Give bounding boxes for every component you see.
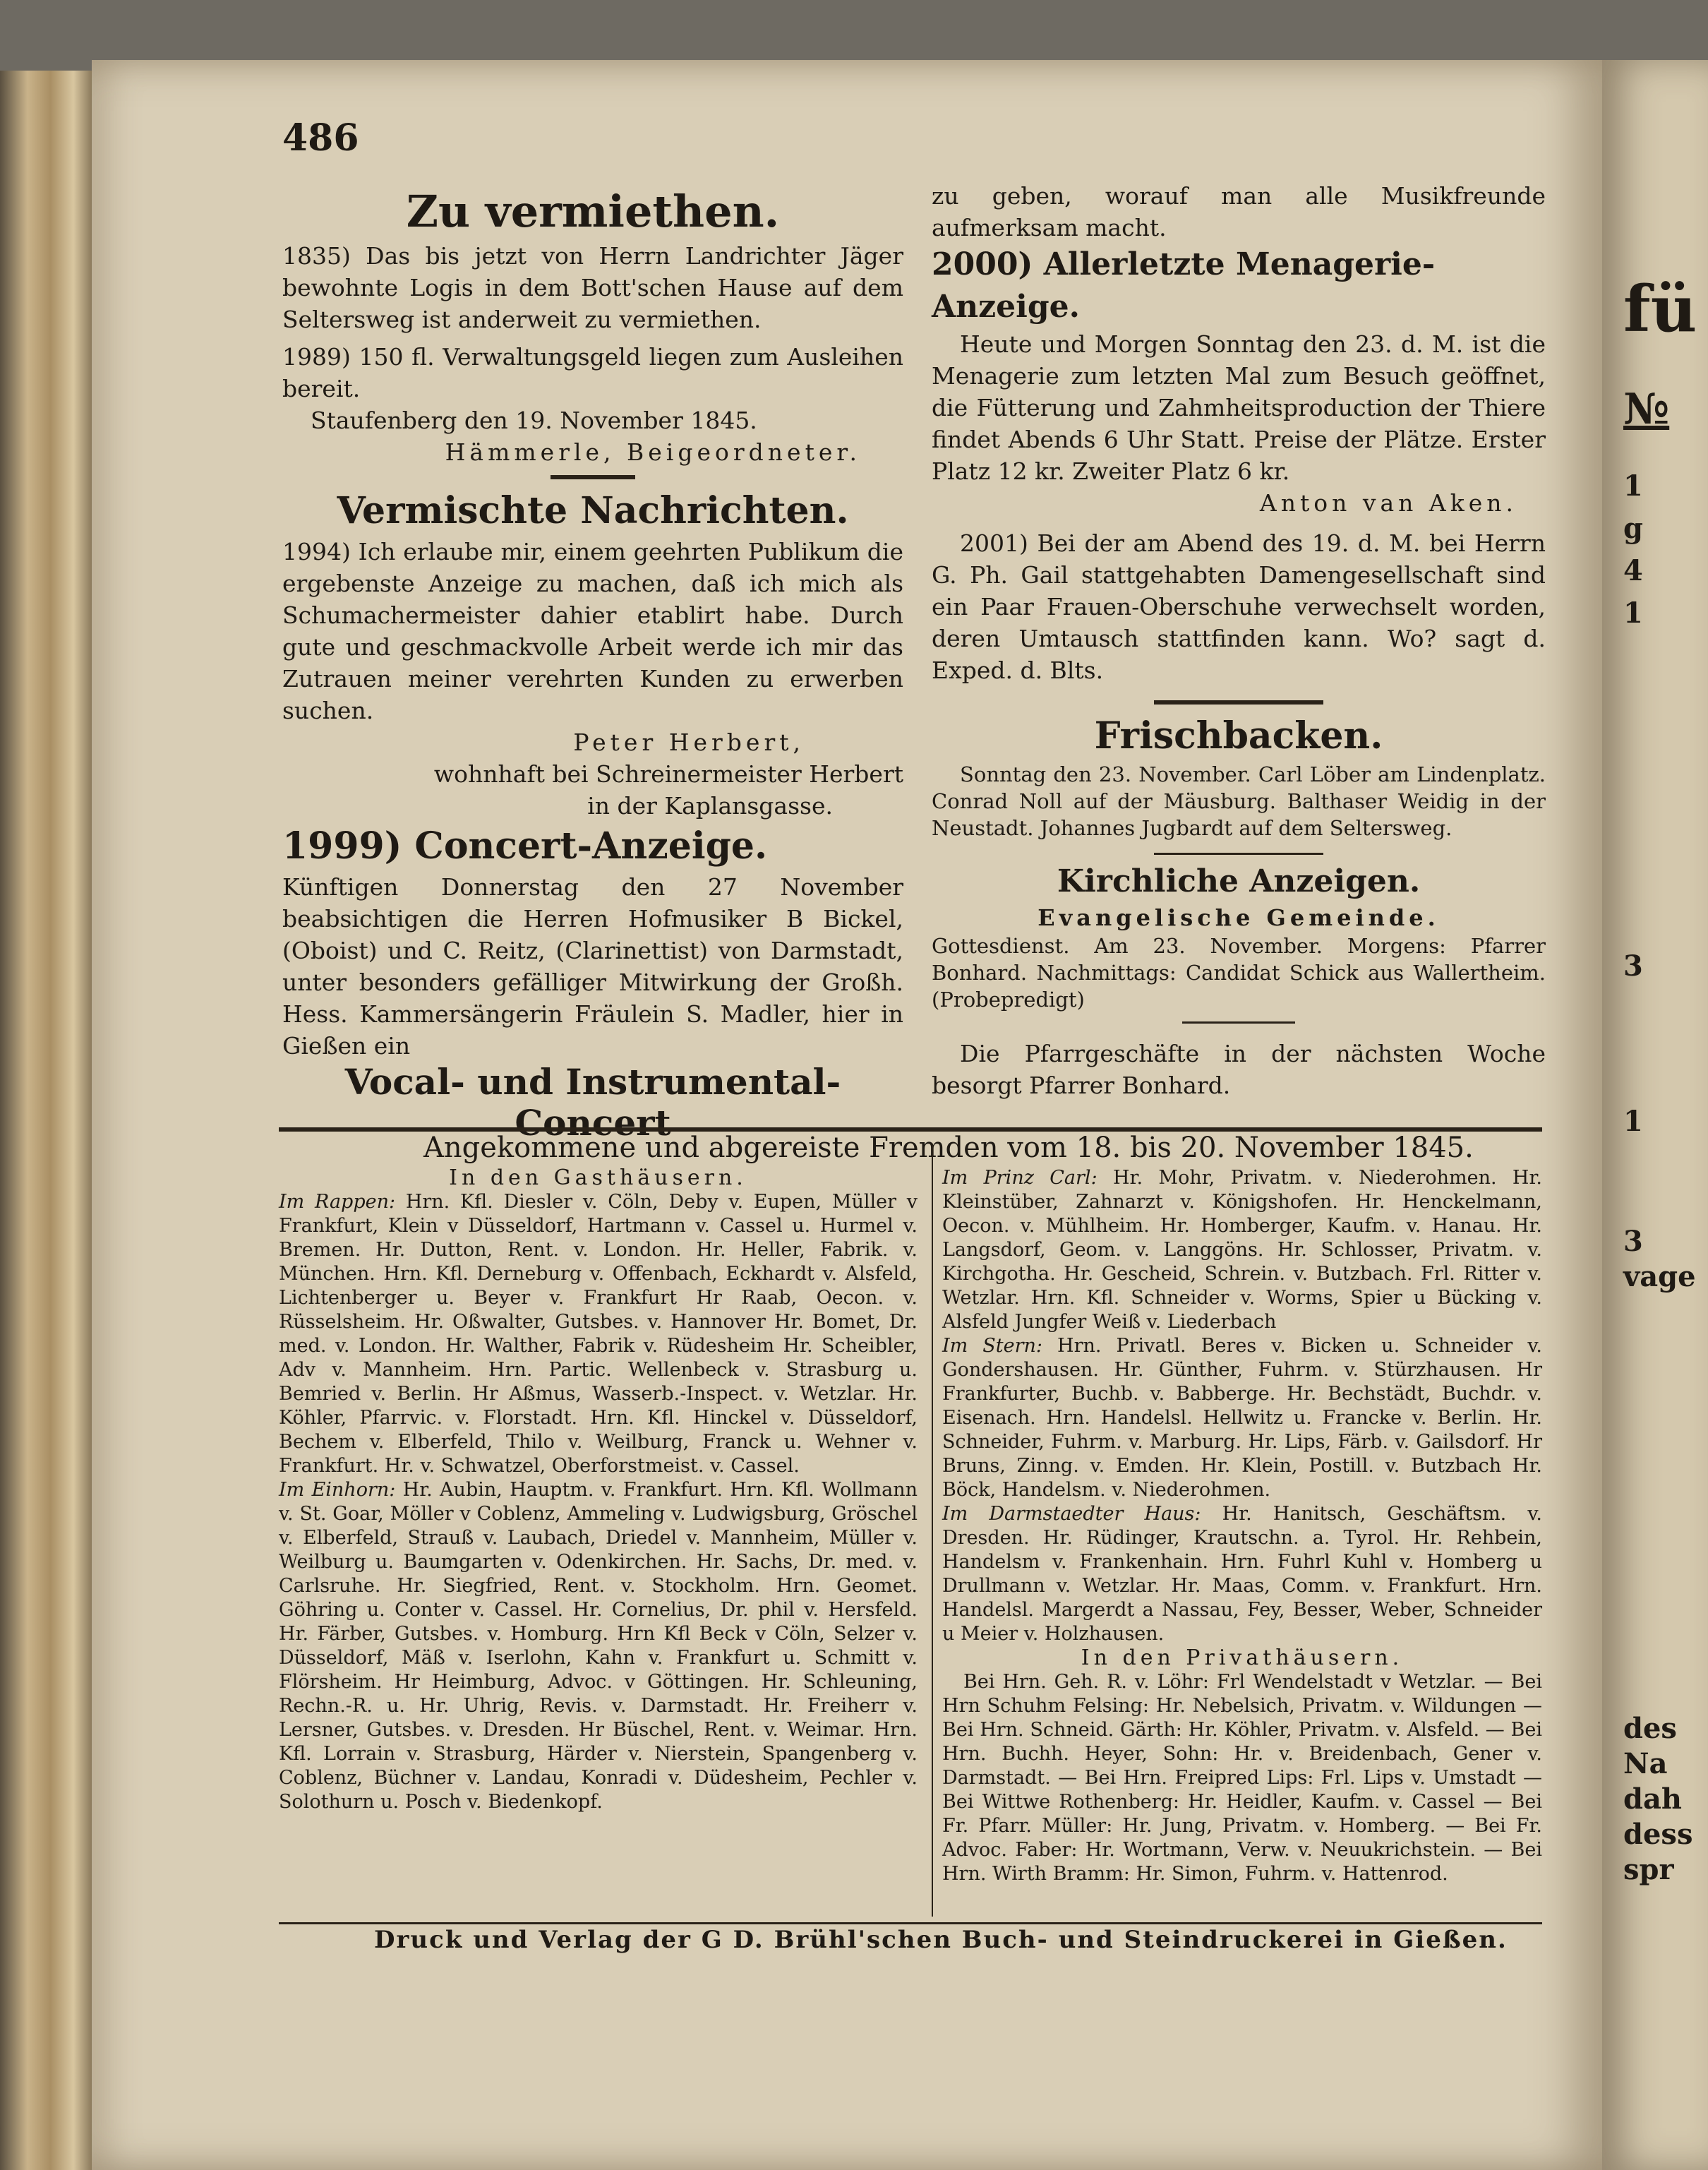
- divider: [551, 475, 635, 479]
- right-column: [932, 180, 1546, 1101]
- np-fragment: 4: [1623, 554, 1643, 587]
- section-title-kirchliche: Kirchliche Anzeigen.: [1057, 863, 1421, 899]
- label-stern: Im Stern:: [942, 1335, 1043, 1357]
- frischbacken-list: Sonntag den 23. November. Carl Löber am Lindenplatz. Conrad Noll auf der Mäusburg. Balthaser Weidig in der Neustadt. Johannes Jugbardt auf dem Seltersweg.: [932, 762, 1546, 840]
- ad-1994-signature: Peter Herbert,: [573, 729, 805, 756]
- np-fragment: dess: [1623, 1818, 1693, 1851]
- concert-name-line-1: Vocal- und Instrumental-: [344, 1061, 841, 1103]
- guests-rappen: Hrn. Kfl. Diesler v. Cöln, Deby v. Eupen, Müller v Frankfurt, Klein v Düsseldorf, Hartmann v. Cassel u. Hurmel v. Bremen. Hr. Dutton, Rent. v. London. Hr. Heller, Fabrik. v. München. Hrn. Kfl. Derneburg v. Offenbach, Eckhardt v. Alsfeld, Lichtenberger u. Beyer v. Frankfurt Hr Raab, Oecon. v. Rüsselsheim. Hr. Oßwalter, Gutsbes. v. Hannover Hr. Bomet, Dr. med. v. London. Hr. Walther, Fabrik v. Rüdesheim Hr. Scheibler, Adv v. Mannheim. Hrn. Partic. Wellenbeck v. Strasburg u. Bemried v. Berlin. Hr Aßmus, Wasserb.-Inspect. v. Wetzlar. Hr. Köhler, Pfarrvic. v. Florstadt. Hrn. Kfl. Hinckel v. Düsseldorf, Bechem v. Elberfeld, Thilo v. Weilburg, Franck u. Wehner v. Frankfurt. Hr. v. Schwatzel, Oberforstmeist. v. Cassel.: [279, 1191, 918, 1477]
- footer-rule: [279, 1922, 1542, 1924]
- np-fragment: fü: [1623, 272, 1697, 347]
- np-fragment: spr: [1623, 1853, 1674, 1886]
- np-fragment: g: [1623, 512, 1643, 545]
- guests-privathaeuser: Bei Hrn. Geh. R. v. Löhr: Frl Wendelstadt v Wetzlar. — Bei Hrn Schuhm Felsing: Hr. Nebelsich, Privatm. v. Wildungen — Bei Hrn. Schneid. Gärth: Hr. Köhler, Privatm. v. Alsfeld. — Bei Hrn. Buchh. Heyer, Sohn: Hr. v. Breidenbach, Gener v. Darmstadt. — Bei Hrn. Freipred Lips: Frl. Lips v. Umstadt — Bei Wittwe Rothenberg: Hr. Heidler, Kaufm. v. Cassel — Bei Fr. Pfarr. Müller: Hr. Jung, Privatm. v. Homberg. — Bei Fr. Advoc. Faber: Hr. Wortmann, Verw. v. Neuukrichstein. — Bei Hrn. Wirth Bramm: Hr. Simon, Fuhrm. v. Hattenrod.: [942, 1671, 1542, 1885]
- ad-1994: 1994) Ich erlaube mir, einem geehrten Publikum die ergebenste Anzeige zu machen, daß ich mich als Schumachermeister dahier etablirt habe. Durch gute und geschmackvolle Arbeit werde ich mir das Zutrauen meiner verehrten Kunden zu erwerben suchen.: [282, 538, 903, 724]
- concert-name-line-2: Concert: [515, 1102, 671, 1144]
- divider: [1182, 1021, 1295, 1024]
- np-fragment: 1: [1623, 597, 1643, 630]
- ad-1999: Künftigen Donnerstag den 27 November beabsichtigen die Herren Hofmusiker B Bickel, (Oboist) und C. Reitz, (Clarinettist) von Darmstadt, unter besonders gefälliger Mitwirkung der Großh. Hess. Kammersängerin Fräulein S. Madler, hier in Gießen ein: [282, 873, 903, 1060]
- np-fragment: №: [1623, 385, 1670, 434]
- ad-1994-address-2: in der Kaplansgasse.: [587, 792, 833, 820]
- section-title-menagerie: 2000) Allerletzte Menagerie-Anzeige.: [932, 246, 1436, 325]
- ad-1989: 1989) 150 fl. Verwaltungsgeld liegen zum Ausleihen bereit.: [282, 343, 903, 402]
- guests-einhorn: Hr. Aubin, Hauptm. v. Frankfurt. Hrn. Kfl. Wollmann v. St. Goar, Möller v Coblenz, Ammeling v. Ludwigsburg, Gröschel v. Elberfeld, Strauß v. Laubach, Driedel v. Mannheim, Müller v. Weilburg u. Baumgarten v. Odenkirchen. Hr. Sachs, Dr. med. v. Carlsruhe. Hr. Siegfried, Rent. v. Stockholm. Hrn. Geomet. Göhring u. Conter v. Cassel. Hr. Cornelius, Dr. phil v. Hersfeld. Hr. Färber, Gutsbes. v. Homburg. Hrn Kfl Beck v Cöln, Selzer v. Düsseldorf, Mäß v. Iserlohn, Kahn v. Frankfurt u. Schmitt v. Flörsheim. Hr Heimburg, Advoc. v Göttingen. Hr. Schleuning, Rechn.-R. u. Hr. Uhrig, Revis. v. Darmstadt. Hr. Freiherr v. Lersner, Gutsbes. v. Dresden. Hr Büschel, Rent. v. Weimar. Hrn. Kfl. Lorrain v. Strasburg, Härder v. Nierstein, Spangenberg v. Coblenz, Büchner v. Landau, Konradi v. Düdesheim, Pechler v. Solothurn u. Posch v. Biedenkopf.: [279, 1479, 918, 1813]
- divider: [1154, 853, 1323, 855]
- guests-stern: Hrn. Privatl. Beres v. Bicken u. Schneider v. Gondershausen. Hr. Günther, Fuhrm. v. Stürzhausen. Hr Frankfurter, Buchb. v. Babberge. Hr. Bechstädt, Buchdr. v. Eisenach. Hrn. Handelsl. Hellwitz u. Francke v. Berlin. Hr. Schneider, Fuhrm. v. Marburg. Hr. Lips, Färb. v. Gailsdorf. Hr Bruns, Zinng. v. Emden. Hr. Klein, Postill. v. Butzbach Hr. Böck, Handelsm. v. Niederohmen.: [942, 1335, 1542, 1501]
- ad-2001: 2001) Bei der am Abend des 19. d. M. bei Herrn G. Ph. Gail stattgehabten Damengesellschaft sind ein Paar Frauen-Oberschuhe verwechselt worden, deren Umtausch stattfinden kann. Wo? sagt d. Exped. d. Blts.: [932, 529, 1546, 684]
- fremden-right-column: [942, 1166, 1542, 1886]
- section-title-vermischte: Vermischte Nachrichten.: [337, 489, 849, 532]
- gottesdienst: Gottesdienst. Am 23. November. Morgens: Pfarrer Bonhard. Nachmittags: Candidat Schick aus Wallertheim. (Probepredigt): [932, 934, 1546, 1012]
- sub-gasthaeuser: In den Gasthäusern.: [449, 1165, 747, 1190]
- ad-1989-signature: Hämmerle, Beigeordneter.: [445, 438, 861, 466]
- ad-2000: Heute und Morgen Sonntag den 23. d. M. ist die Menagerie zum letzten Mal zum Besuch geöffnet, die Fütterung und Zahmheitsproduction der Thiere findet Abends 6 Uhr Statt. Preise der Plätze. Erster Platz 12 kr. Zweiter Platz 6 kr.: [932, 330, 1546, 485]
- fremden-heading: Angekommene und abgereiste Fremden vom 18. bis 20. November 1845.: [423, 1132, 1474, 1164]
- evangelische-gemeinde: Evangelische Gemeinde.: [1038, 904, 1440, 931]
- imprint: Druck und Verlag der G D. Brühl'schen Buch- und Steindruckerei in Gießen.: [374, 1926, 1508, 1954]
- np-fragment: 3: [1623, 1225, 1643, 1258]
- np-fragment: 3: [1623, 949, 1643, 983]
- section-title-frischbacken: Frischbacken.: [1094, 714, 1383, 757]
- ad-1994-address: wohnhaft bei Schreinermeister Herbert: [433, 760, 903, 788]
- ad-1989-place-date: Staufenberg den 19. November 1845.: [311, 407, 757, 434]
- np-fragment: des: [1623, 1712, 1677, 1745]
- section-title-zu-vermiethen: Zu vermiethen.: [406, 186, 780, 237]
- guests-prinz-carl: Hr. Mohr, Privatm. v. Niederohmen. Hr. Kleinstüber, Zahnarzt v. Königshofen. Hr. Henckelmann, Oecon. v. Mühlheim. Hr. Homberger, Kaufm. v. Hanau. Hr. Langsdorf, Geom. v. Langgöns. Hr. Schlosser, Privatm. v. Kirchgotha. Hr. Gescheid, Schrein. v. Butzbach. Frl. Ritter v. Wetzlar. Hrn. Kfl. Schneider v. Worms, Spier u Bücking v. Alsfeld Jungfer Weiß v. Liederbach: [942, 1167, 1542, 1333]
- label-darmstaedter-haus: Im Darmstaedter Haus:: [942, 1503, 1201, 1525]
- label-rappen: Im Rappen:: [279, 1191, 396, 1213]
- left-column: [282, 184, 903, 1144]
- section-title-concert: 1999) Concert-Anzeige.: [282, 825, 768, 868]
- fremden-left-column: [279, 1166, 918, 1814]
- label-einhorn: Im Einhorn:: [279, 1479, 396, 1501]
- ad-1999-continued: zu geben, worauf man alle Musikfreunde aufmerksam macht.: [932, 182, 1546, 241]
- np-fragment: vage: [1623, 1260, 1696, 1293]
- ad-2000-signature: Anton van Aken.: [1259, 489, 1517, 517]
- guests-darmstaedter-haus: Hr. Hanitsch, Geschäftsm. v. Dresden. Hr. Rüdinger, Krautschn. a. Tyrol. Hr. Rehbein, Handelsm v. Frankenhain. Hrn. Fuhrl Kuhl v. Homberg u Drullmann v. Wetzlar. Hr. Maas, Comm. v. Frankfurt. Hrn. Handelsl. Margerdt a Nassau, Fey, Besser, Weber, Schneider u Meier v. Holzhausen.: [942, 1503, 1542, 1645]
- sub-privathaeuser: In den Privathäusern.: [1081, 1646, 1404, 1670]
- np-fragment: 1: [1623, 469, 1643, 503]
- label-prinz-carl: Im Prinz Carl:: [942, 1167, 1097, 1189]
- np-fragment: 1: [1623, 1105, 1643, 1138]
- book-edge: [0, 71, 92, 2170]
- ad-1835: 1835) Das bis jetzt von Herrn Landrichter Jäger bewohnte Logis in dem Bott'schen Hause auf dem Seltersweg ist anderweit zu vermiethen.: [282, 242, 903, 333]
- np-fragment: dah: [1623, 1782, 1682, 1816]
- np-fragment: Na: [1623, 1747, 1668, 1780]
- pfarrgeschaefte: Die Pfarrgeschäfte in der nächsten Woche besorgt Pfarrer Bonhard.: [932, 1040, 1546, 1099]
- column-divider: [932, 1144, 933, 1917]
- page-number: 486: [282, 116, 359, 160]
- divider: [1154, 700, 1323, 705]
- adjacent-page: [1602, 60, 1708, 2170]
